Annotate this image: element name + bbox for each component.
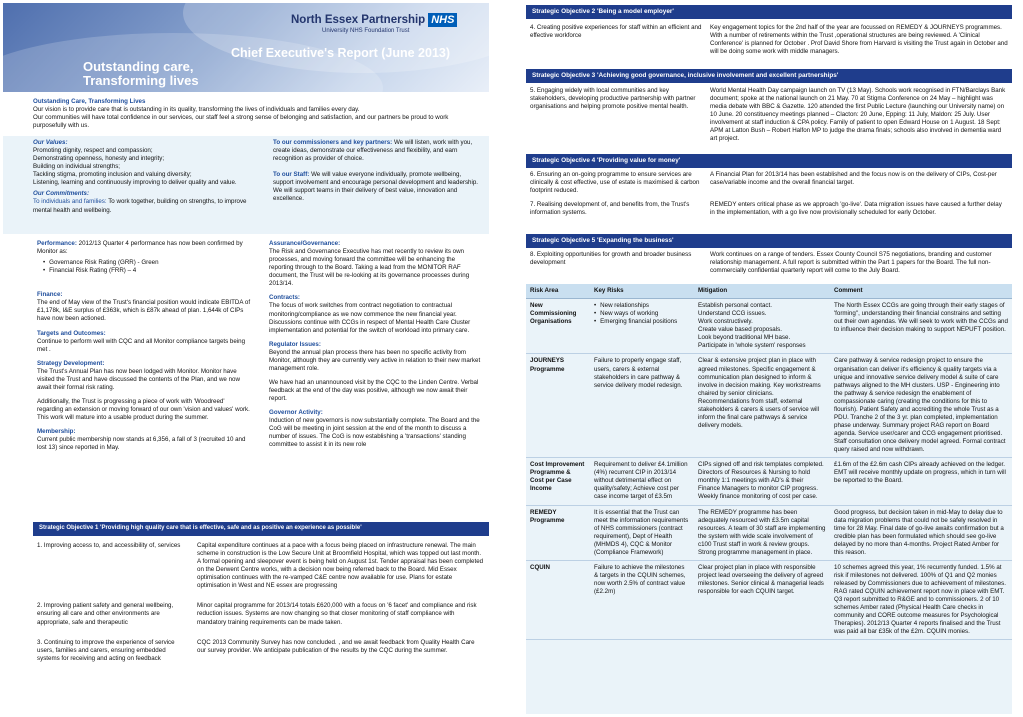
tagline: Outstanding care, Transforming lives bbox=[83, 59, 199, 89]
regulator-text: Beyond the annual plan process there has been no specific activity from Monitor, although they are currently very active in relation to their new market management role. bbox=[269, 348, 481, 372]
objective-3-table bbox=[526, 87, 1012, 149]
table-row: 5. Engaging widely with local communities and key stakeholders, developing productive partnership with partner organisations and helping promote positive mental health. World Mental Health Day campaign launch on TV (13 May). Schools work recognised in FTN/Barclays Bank document; spoke at the national launch on 21 May. 70 at Stigma Conference on 24 May – highlight was media debate with BBC & Gazette. 120 attended the first Public Lecture (launching our University name) on 10 June. 20 constituency meetings planned – Clacton: 20 June, Epping: 11 July, Maldon: 25 July. User involvement at staff induction & CPA policy. Family of patient to open Edward House on 1 August. 18 Sept: APM at Latton Bush – Robert Halfon MP to judge the drama finals; schools also involved in dementia ward art project. bbox=[530, 87, 1006, 143]
vision-text: Our communities will have total confidence in our services, our staff feel a strong sense of belonging and satisfaction, and our partners be proud to work purposefully with us. bbox=[33, 114, 449, 130]
regulator-text: We have had an unannounced visit by the CQC to the Linden Centre. Verbal feedback at the end of the day was positive, although we now await their report. bbox=[269, 378, 479, 403]
table-row: 7. Realising development of, and benefits from, the Trust's information systems. REMEDY enters critical phase as we approach 'go-live'. Data migration issues have caused a further delay in the implementation, with a go live now provisionally scheduled for early October. bbox=[530, 201, 1002, 217]
table-row: 6. Ensuring an on-going programme to ensure services are clinically & cost effective, use of estate is maximised & carbon footprint reduced. A Financial Plan for 2013/14 has been established and the focus now is on the delivery of CIPs, Cost-per case/variable income and the overall financial target. bbox=[530, 171, 997, 195]
commitment-commissioners: To our commissioners and key partners: We will listen, work with you, create ideas, demonstrate our effectiveness and flexibility, and earn recognition as provider of choice. bbox=[273, 139, 473, 163]
list-item: • Financial Risk Rating (FRR) – 4 bbox=[43, 267, 251, 275]
commitment-individuals: To individuals and families: To work together, building on strengths, to improve mental health and wellbeing. bbox=[33, 198, 247, 214]
values-heading: Our Values: bbox=[33, 139, 68, 146]
values-panel bbox=[3, 136, 489, 234]
key-risks-list bbox=[594, 302, 690, 326]
table-row: REMEDY Programme It is essential that the Trust can meet the information requirements of NHS commissioners (contract requirement), Dept of Health (MHMDS 4), CQC & Monitor (Compliance Framework) The REMEDY programme has been adequately resourced with £3.5m capital resources. A team of 30 staff are implementing the system with wide scale involvement of c100 Trust staff in work & review groups. Strong programme management in place. Good progress, but decision taken in mid-May to delay due to data migration problems that could not be safely resolved in time for 28 May. Final date of go-live awaits confirmation but a credible plan has been formulated which should see go-live delayed by no more than 4-months. Project Rated Amber for this reason. bbox=[526, 505, 1012, 560]
org-logo bbox=[291, 13, 457, 28]
list-item: • New relationships bbox=[594, 302, 690, 310]
table-row: 1. Improving access to, and accessibility of, services Capital expenditure continues at a pace with a focus being placed on infrastructure renewal. The main scheme in construction is the Low Secure Unit at Broomfield Hospital, which was topped out last month. A formal opening and sleepover event is being held on August 1st. Tender appraisal has been completed on the Derwent Centre works, with a decision now being referred back to the Board. Mid Essex optimisation continues with the re-vamped C&E centre now available for use. Plans for estate optimisation in West and NE essex are progressing bbox=[37, 542, 484, 590]
contracts-heading: Contracts: bbox=[269, 294, 300, 302]
contracts-text: The focus of work switches from contract negotiation to contractual monitoring/compliance as we now commence the new financial year. Discussions continue with CCGs in respect of Mental Health Care Cluster implementation and potential for the switch of workload into primary care. bbox=[269, 302, 471, 334]
values-column bbox=[33, 139, 255, 215]
performance-column bbox=[37, 240, 251, 452]
membership-heading: Membership: bbox=[37, 428, 76, 436]
table-row: New Commissioning Organisations • New relationships • New ways of working • Emerging financial positions Establish personal contact. Understand CCG issues. Work constructively. Create value based proposals. Look beyond traditional MH base. Participate in 'whole system' responses The North Essex CCGs are going through their early stages of 'forming'', understanding their financial constrains and setting out their own agendas. We will seek to work with the CCGs and to influence their decision making to support NEPUFT position. bbox=[526, 299, 1012, 354]
targets-text: Continue to perform well with CQC and all Monitor compliance targets being met . bbox=[37, 337, 246, 353]
governor-heading: Governor Activity: bbox=[269, 409, 323, 417]
table-row: 3. Continuing to improve the experience of service users, families and carers, ensuring embedded systems for receiving and acting on feedback CQC 2013 Community Survey has now concluded. , and we await feedback from Quality Health Care our survey provider. We anticipate publication of the results by the CQC during the summer. bbox=[37, 638, 475, 662]
assurance-heading: Assurance/Governance: bbox=[269, 240, 341, 247]
strategy-text: Additionally, the Trust is progressing a piece of work with 'Woodreed' regarding an extension or moving forward of our own 'vision and values' work. This work will mature into a usable product during the summer. bbox=[37, 397, 250, 422]
objective-3-bar: Strategic Objective 3 'Achieving good governance, inclusive involvement and excellent partnerships' bbox=[526, 69, 1012, 83]
table-row: Cost Improvement Programme & Cost per Case Income Requirement to deliver £4.1million (4%) recurrent CIP in 2013/14 without detrimental effect on quality/safety; Achieve cost per case income target of £3.5m CIPs signed off and risk templates completed. Directors of Resources & Nursing to hold monthly 1:1 meetings with AD's & their Finance Managers to monitor CIP progress. Weekly finance monitoring of cost per case. £1.6m of the £2.6m cash CIPs already achieved on the ledger. EMT will receive monthly update on progress, which in turn will be reported to the Board. bbox=[526, 458, 1012, 505]
objective-1-table bbox=[33, 540, 489, 716]
membership-text: Current public membership now stands at 6,356, a fall of 3 (recruited 10 and lost 13) since reported in May. bbox=[37, 436, 246, 452]
nhs-logo: NHS bbox=[428, 13, 457, 27]
column-header: Mitigation bbox=[694, 284, 830, 299]
values-item: Listening, learning and continuously improving to deliver quality and value. bbox=[33, 179, 237, 187]
strategy-heading: Strategy Development: bbox=[37, 359, 105, 367]
finance-text: The end of May view of the Trust's financial position would indicate EBITDA of £1,178k, I&E surplus of £363k, which is £87k ahead of plan. 1,644k of CIPs have now been actioned. bbox=[37, 299, 251, 323]
table-header-row bbox=[526, 284, 1012, 299]
assurance-text: The Risk and Governance Executive has met recently to review its own processes, and moving forward the committee will be enhancing the reporting through to the Board. Taking a lead from the MONITOR RAF document, the Trust will be re-looking at its governance processes during 2013/14. bbox=[269, 248, 470, 288]
governor-text: Induction of new governors is now substantially complete. The Board and the CoG will be meeting in joint session at the end of the month to discuss a number of issues. The CoG is now establishing a 'transactions' standing committee to assist it in its new role bbox=[269, 417, 480, 449]
risk-table bbox=[526, 284, 1012, 640]
objective-5-bar: Strategic Objective 5 'Expanding the business' bbox=[526, 234, 1012, 248]
targets-heading: Targets and Outcomes: bbox=[37, 329, 106, 337]
objective-5-table bbox=[526, 251, 1012, 281]
list-item: • New ways of working bbox=[594, 310, 690, 318]
regulator-heading: Regulator Issues: bbox=[269, 340, 321, 348]
values-item: Demonstrating openness, honesty and integrity; bbox=[33, 155, 165, 163]
list-item: • Emerging financial positions bbox=[594, 318, 690, 326]
report-title: Chief Executive's Report (June 2013) bbox=[231, 46, 451, 60]
vision-text: Our vision is to provide care that is outstanding in its quality, transforming the lives of individuals and families every day. bbox=[33, 106, 360, 114]
commitment-staff-teams: We will support teams in their delivery of best value, innovation and excellence. bbox=[273, 187, 458, 203]
table-row: 4. Creating positive experiences for staff within an efficient and effective workforce Key engagement topics for the 2nd half of the year are focussed on REMEDY & JOURNEYS programmes. With a number of retirements within the Trust ,operational structures are being reviewed. A 'Clinical Conference' is planned for October . Prof David Shore from Harvard is visiting the Trust again in October and will be doing some work with middle managers. bbox=[530, 24, 1008, 56]
values-item: Promoting dignity, respect and compassion; bbox=[33, 147, 153, 155]
commitment-staff: To our Staff: We will value everyone individually, promote wellbeing, support involvement and encourage personal development and leadership. bbox=[273, 171, 479, 187]
column-header: Key Risks bbox=[590, 284, 694, 299]
column-header: Risk Area bbox=[526, 284, 590, 299]
table-row: 2. Improving patient safety and general wellbeing, ensuring all care and other environments are appropriate, safe and therapeutic Minor capital programme for 2013/14 totals £620,000 with a focus on '6 facet' and compliance and risk reduction issues. Systems are now changing so that closer monitoring of staff compliance with mandatory training requirements can be made taken. bbox=[37, 602, 477, 626]
org-name: North Essex Partnership bbox=[291, 14, 426, 26]
table-row: 8. Exploiting opportunities for growth and broader business development Work continues on a range of tenders. Essex County Council S75 negotiations, branding and customer relationship management. A full report is submitted within the Part 1 papers for the Board. The full non-commercially confidential quarterly report will come to the July Board. bbox=[530, 251, 992, 275]
commitments-heading: Our Commitments: bbox=[33, 190, 90, 198]
org-subtitle: University NHS Foundation Trust bbox=[322, 28, 410, 34]
objective-2-table bbox=[526, 24, 1012, 66]
table-row: CQUIN Failure to achieve the milestones & targets in the CQUIN schemes, now worth 2.5% of contract value (£2.2m) Clear project plan in place with responsible project lead overseeing the delivery of agreed milestones. Senior clinical & managerial leads responsible for each CQUIN target. 10 schemes agreed this year, 1% recurrently funded. 1.5% at risk if milestones not delivered. 100% of Q1 and Q2 monies released by Commissioners due to achievement of milestones. RAG rated CQUIN achievement report now in place with EMT. Q3 report submitted to R&GE and to commissioners. 2 of 10 schemes Amber rated (Physical Health Care checks in community and CORE outcome measures for Psychological Therapies). 2012/13 Quarter 4 reports finalised and the Trust was paid all bar £35k of the £2m. CQUIN monies. bbox=[526, 560, 1012, 640]
risk-rating-list bbox=[43, 259, 251, 275]
risk-table-panel bbox=[526, 284, 1012, 714]
objective-4-bar: Strategic Objective 4 'Providing value for money' bbox=[526, 154, 1012, 168]
objective-1-bar: Strategic Objective 1 'Providing high quality care that is effective, safe and as positive an experience as possible' bbox=[33, 522, 489, 536]
list-item: • Governance Risk Rating (GRR) - Green bbox=[43, 259, 251, 267]
performance-summary: Performance: 2012/13 Quarter 4 performance has now been confirmed by Monitor as: bbox=[37, 240, 243, 256]
assurance-column bbox=[269, 240, 481, 449]
column-header: Comment bbox=[830, 284, 1012, 299]
performance-panel bbox=[3, 236, 489, 518]
report-header-banner bbox=[3, 3, 489, 92]
strategy-text: The Trust's Annual Plan has now been lodged with Monitor. Monitor have visited the Trust and have discussed the contents of the Plan, and we now await their formal risk rating. bbox=[37, 367, 240, 391]
finance-heading: Finance: bbox=[37, 291, 63, 299]
commitments-column bbox=[273, 139, 481, 203]
vision-section bbox=[33, 98, 483, 138]
objective-2-bar: Strategic Objective 2 'Being a model employer' bbox=[526, 5, 1012, 19]
values-item: Tackling stigma, promoting inclusion and valuing diversity; bbox=[33, 171, 192, 179]
values-item: Building on individual strengths; bbox=[33, 163, 121, 171]
table-row: JOURNEYS Programme Failure to properly engage staff, users, carers & external stakeholders in care pathway & service delivery model redesign. Clear & extensive project plan in place with agreed milestones. Specific engagement & communication plan designed to inform & involve in decision making. Key workstreams chaired by senior clinicians. Recommendations from staff, external stakeholders & carers & users of service will inform the final care pathways & service delivery models. Care pathway & service redesign project to ensure the organisation can deliver it's efficiency & quality targets via a unique and innovative service delivery model & suite of care pathways aligned to the MH clusters. USP - Engineering into the pathway & service redesign the enablement of compassionate caring (creating the conditions for this to flourish). Patient Safety and accrediting the whole Trust as a PDU. Tranche 2 of the 3 yr. plan completed, implementation phase underway. Summary project RAG report on Board agenda. Service user/carer and CCG engagement prioritised. Staff consultation once delivery model agreed. Formal contract query raised and now withdrawn. bbox=[526, 354, 1012, 458]
objective-4-table bbox=[526, 171, 1012, 231]
vision-heading: Outstanding Care, Transforming Lives bbox=[33, 98, 146, 105]
